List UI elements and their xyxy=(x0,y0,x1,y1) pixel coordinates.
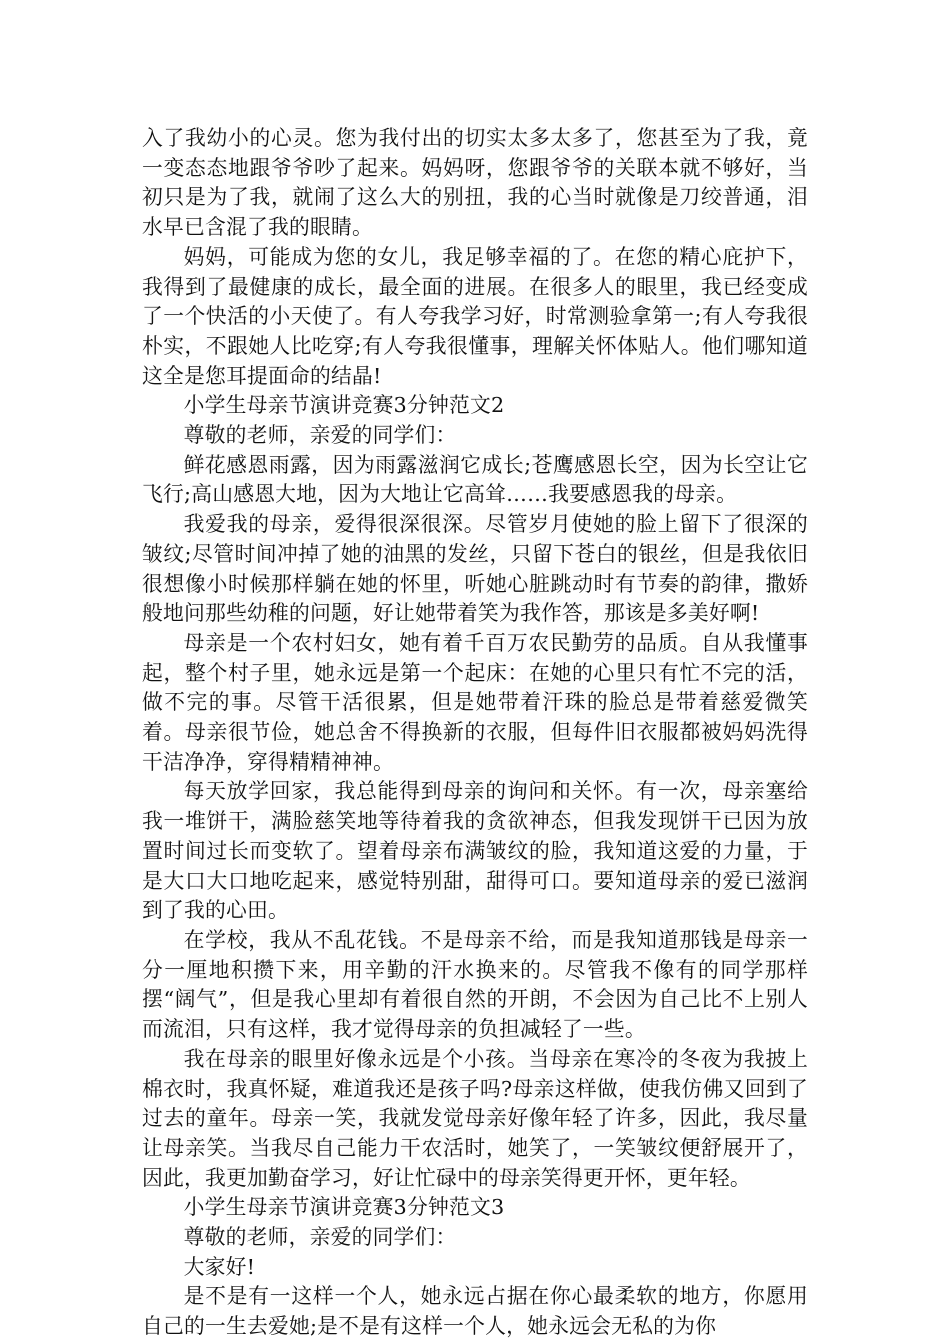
paragraph: 我爱我的母亲，爱得很深很深。尽管岁月使她的脸上留下了很深的皱纹;尽管时间冲掉了她的油黑的发丝，只留下苍白的银丝，但是我依旧很想像小时候那样躺在她的怀里，听她心脏跳动时有节奏的韵律，撒娇般地问那些幼稚的问题，好让她带着笑为我作答，那该是多美好啊! xyxy=(142,512,808,626)
section-heading: 小学生母亲节演讲竞赛3分钟范文2 xyxy=(183,393,505,418)
paragraph: 我在母亲的眼里好像永远是个小孩。当母亲在寒冷的冬夜为我披上棉衣时，我真怀疑，难道我还是孩子吗?母亲这样做，使我仿佛又回到了过去的童年。母亲一笑，我就发觉母亲好像年轻了许多，因此，我尽量让母亲笑。当我尽自己能力干农活时，她笑了，一笑皱纹便舒展开了，因此，我更加勤奋学习，好让忙碌中的母亲笑得更开怀，更年轻。 xyxy=(142,1046,808,1190)
paragraph: 母亲是一个农村妇女，她有着千百万农民勤劳的品质。自从我懂事起，整个村子里，她永远是第一个起床：在她的心里只有忙不完的活，做不完的事。尽管干活很累，但是她带着汗珠的脸总是带着慈爱微笑着。母亲很节俭，她总舍不得换新的衣服，但每件旧衣服都被妈妈洗得干洁净净，穿得精精神神。 xyxy=(142,630,808,774)
section-heading: 小学生母亲节演讲竞赛3分钟范文3 xyxy=(183,1195,505,1220)
paragraph: 鲜花感恩雨露，因为雨露滋润它成长;苍鹰感恩长空，因为长空让它飞行;高山感恩大地，因为大地让它高耸……我要感恩我的母亲。 xyxy=(142,452,808,507)
salutation: 尊敬的老师，亲爱的同学们： xyxy=(183,1225,457,1250)
salutation: 尊敬的老师，亲爱的同学们： xyxy=(183,423,457,448)
paragraph: 妈妈，可能成为您的女儿，我足够幸福的了。在您的精心庇护下，我得到了最健康的成长，最全面的进展。在很多人的眼里，我已经变成了一个快活的小天使了。有人夸我学习好，时常测验拿第一;有人夸我很朴实，不跟她人比吃穿;有人夸我很懂事，理解关怀体贴人。他们哪知道这全是您耳提面命的结晶! xyxy=(142,244,808,388)
paragraph-continued: 入了我幼小的心灵。您为我付出的切实太多太多了，您甚至为了我，竟一变态态地跟爷爷吵了起来。妈妈呀，您跟爷爷的关联本就不够好，当初只是为了我，就闹了这么大的别扭，我的心当时就像是刀绞普通，泪水早已含混了我的眼睛。 xyxy=(142,126,808,240)
paragraph: 每天放学回家，我总能得到母亲的询问和关怀。有一次，母亲塞给我一堆饼干，满脸慈笑地等待着我的贪欲神态，但我发现饼干已因为放置时间过长而变软了。望着母亲布满皱纹的脸，我知道这爱的力量，于是大口大口地吃起来，感觉特别甜，甜得可口。要知道母亲的爱已滋润到了我的心田。 xyxy=(142,779,808,923)
paragraph: 是不是有一这样一个人，她永远占据在你心最柔软的地方，你愿用自己的一生去爱她;是不是有这样一个人，她永远会无私的为你 xyxy=(142,1284,808,1339)
document-body xyxy=(142,124,808,1342)
greeting: 大家好! xyxy=(183,1254,256,1279)
paragraph: 在学校，我从不乱花钱。不是母亲不给，而是我知道那钱是母亲一分一厘地积攒下来，用辛勤的汗水换来的。尽管我不像有的同学那样摆“阔气”，但是我心里却有着很自然的开朗，不会因为自己比不上别人而流泪，只有这样，我才觉得母亲的负担减轻了一些。 xyxy=(142,927,808,1042)
